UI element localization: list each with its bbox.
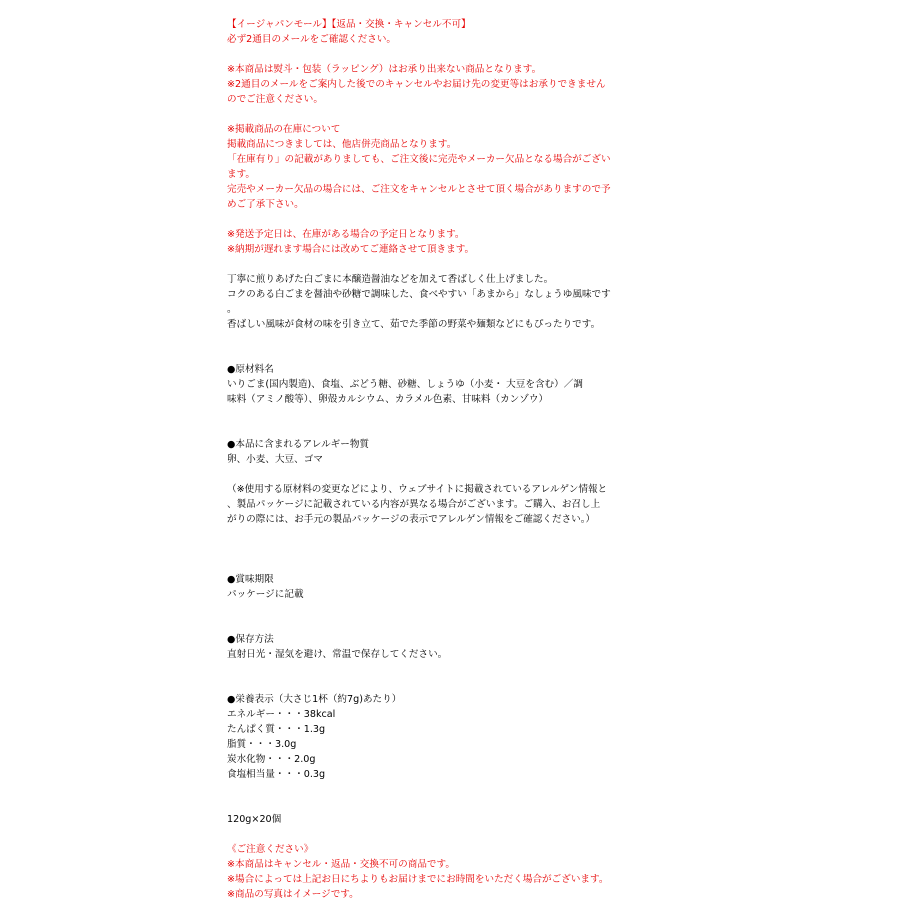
best-before-value: パッケージに記載: [227, 589, 304, 600]
description-line: 丁寧に煎りあげた白ごまに本醸造醤油などを加えて香ばしく仕上げました。: [227, 274, 554, 285]
ingredients-line: いりごま(国内製造)、食塩、ぶどう糖、砂糖、しょうゆ（小麦・ 大豆を含む）／調: [227, 379, 583, 390]
nutrition-section: [227, 692, 657, 782]
storage-value: 直射日光・湿気を避け、常温で保存してください。: [227, 649, 448, 660]
allergens-heading: ●本品に含まれるアレルギー物質: [227, 439, 370, 450]
caution-line: 《ご注意ください》: [227, 844, 314, 855]
nutrition-heading: ●栄養表示（大さじ1杯（約7g)あたり）: [227, 694, 402, 705]
nutrition-row: 炭水化物・・・2.0g: [227, 754, 316, 765]
best-before-heading: ●賞味期限: [227, 574, 274, 585]
caution-line: ※商品の写真はイメージです。: [227, 889, 359, 900]
caution-line: ※本商品はキャンセル・返品・交換不可の商品です。: [227, 859, 455, 870]
notice-line: ※2通目のメールをご案内した後でのキャンセルやお届け先の変更等はお承りできません: [227, 79, 606, 90]
best-before-section: [227, 572, 657, 602]
notice-line: 完売やメーカー欠品の場合には、ご注文をキャンセルとさせて頂く場合がありますので予: [227, 184, 611, 195]
allergens-section: [227, 437, 657, 527]
description-line: コクのある白ごまを醤油や砂糖で調味した、食べやすい「あまから」なしょうゆ風味です: [227, 289, 611, 300]
notice-line: 「在庫有り」の記載がありましても、ご注文後に完売やメーカー欠品となる場合がござい: [227, 154, 611, 165]
nutrition-row: 脂質・・・3.0g: [227, 739, 297, 750]
notice-line: ※納期が遅れます場合には改めてご連絡させて頂きます。: [227, 244, 475, 255]
stock-notice: [227, 122, 657, 212]
notice-line: のでご注意ください。: [227, 94, 323, 105]
storage-section: [227, 632, 657, 662]
ingredients-line: 味料（アミノ酸等）、卵殻カルシウム、カラメル色素、甘味料（カンゾウ）: [227, 394, 549, 405]
product-description: [227, 272, 657, 332]
notice-line: ※本商品は熨斗・包装（ラッピング）はお承り出来ない商品となります。: [227, 64, 542, 75]
nutrition-row: 食塩相当量・・・0.3g: [227, 769, 326, 780]
ingredients-heading: ●原材料名: [227, 364, 274, 375]
shipping-notice: [227, 227, 657, 257]
ingredients-section: [227, 362, 657, 407]
description-line: 。: [227, 304, 237, 315]
notice-line: めご了承下さい。: [227, 199, 304, 210]
gift-wrapping-notice: [227, 62, 657, 107]
notice-line: ます。: [227, 169, 256, 180]
notice-line: 必ず2通目のメールをご確認ください。: [227, 34, 397, 45]
notice-line: ※発送予定日は、在庫がある場合の予定日となります。: [227, 229, 465, 240]
allergens-note-line: （※使用する原材料の変更などにより、ウェブサイトに掲載されているアレルゲン情報と: [227, 484, 608, 495]
description-line: 香ばしい風味が食材の味を引き立て、茹でた季節の野菜や麺類などにもぴったりです。: [227, 319, 601, 330]
product-description-text: [227, 17, 657, 900]
allergens-note-line: がりの際には、お手元の製品パッケージの表示でアレルゲン情報をご確認ください。）: [227, 514, 596, 525]
notice-line: 【イージャパンモール】【返品・交換・キャンセル不可】: [227, 19, 471, 30]
allergens-value: 卵、小麦、大豆、ゴマ: [227, 454, 323, 465]
allergens-note-line: 、製品パッケージに記載されている内容が異なる場合がございます。ご購入、お召し上: [227, 499, 601, 510]
storage-heading: ●保存方法: [227, 634, 274, 645]
notice-line: 掲載商品につきましては、他店併売商品となります。: [227, 139, 457, 150]
caution-line: ※場合によっては上記お日にちよりもお届けまでにお時間をいただく場合がございます。: [227, 874, 609, 885]
package-quantity: 120g×20個: [227, 814, 282, 825]
nutrition-row: エネルギー・・・38kcal: [227, 709, 336, 720]
notice-line: ※掲載商品の在庫について: [227, 124, 341, 135]
shop-header-notice: [227, 17, 657, 47]
nutrition-row: たんぱく質・・・1.3g: [227, 724, 326, 735]
caution-notice: [227, 842, 657, 900]
